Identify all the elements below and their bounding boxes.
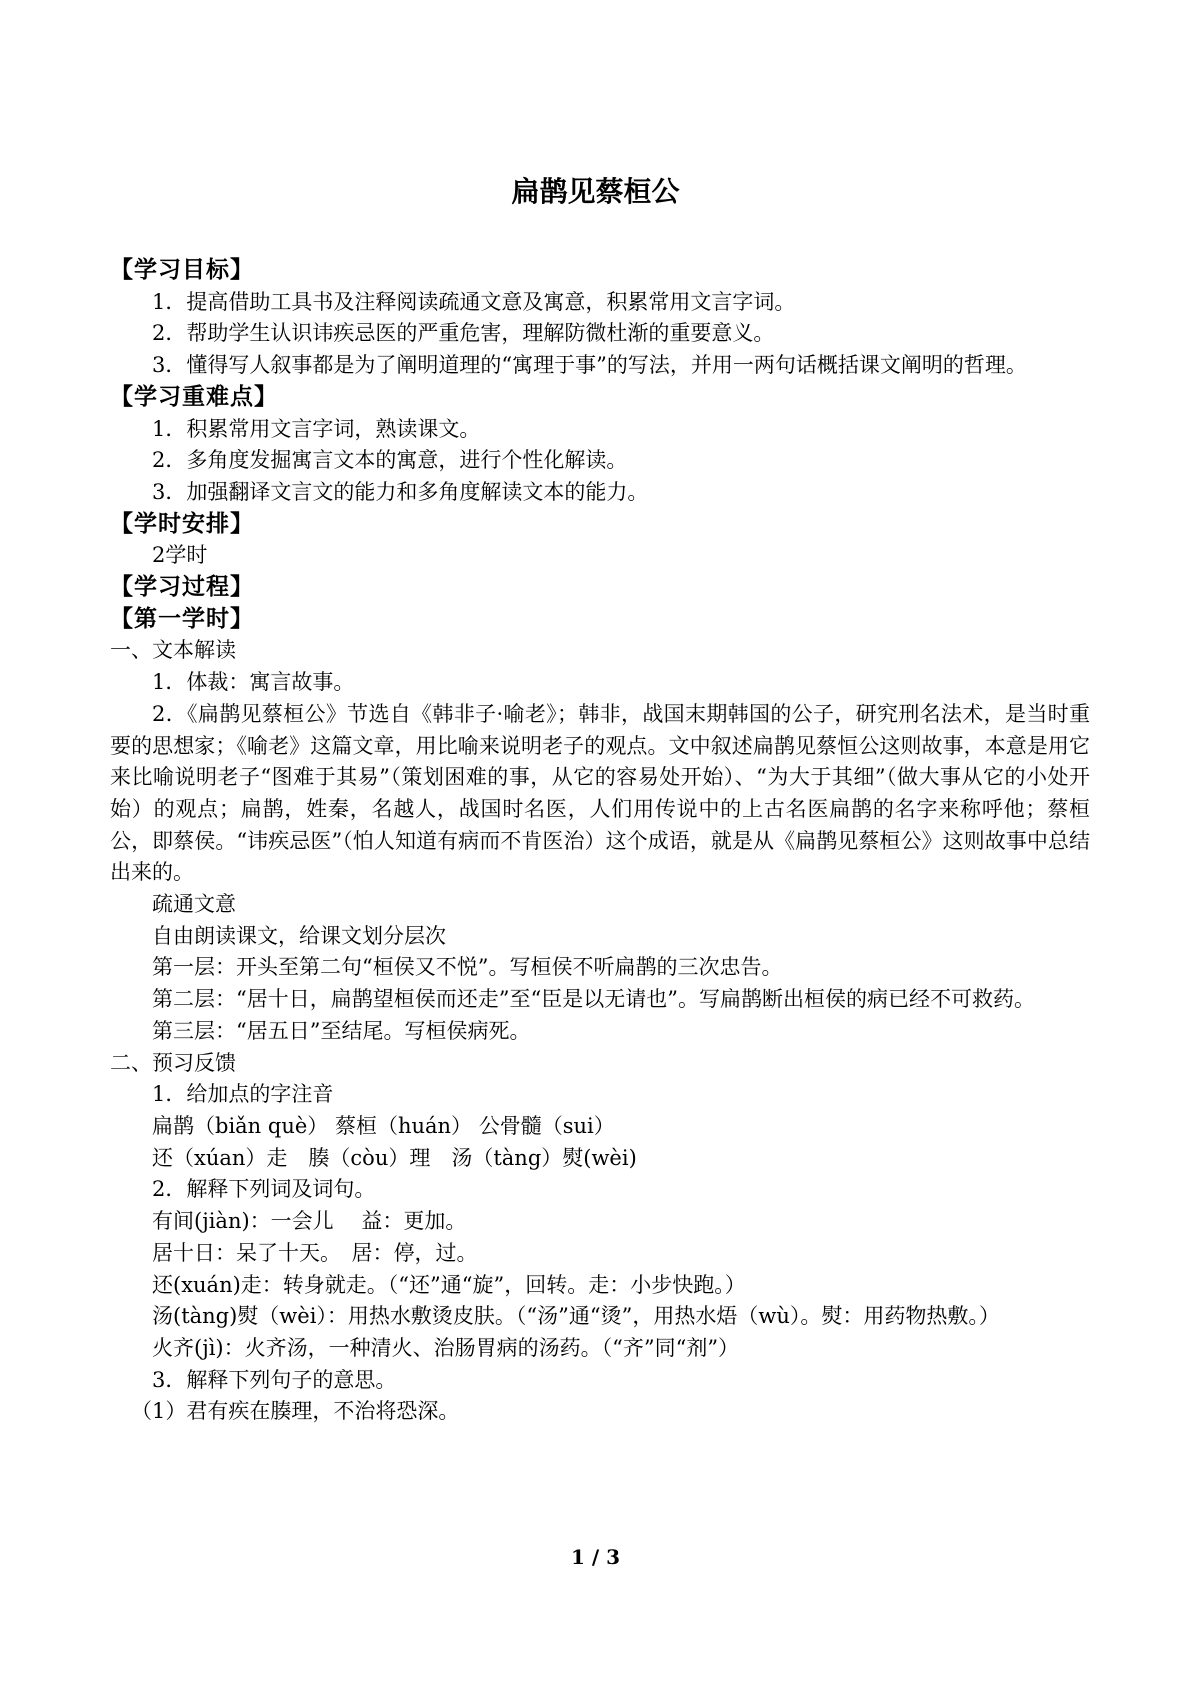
- paragraph-line: 汤(tàng)熨（wèi）：用热水敷烫皮肤。（“汤”通“烫”，用热水焐（wù）。熨：用药物热敷。）: [152, 1304, 1000, 1329]
- paragraph-line: 第一层：开头至第二句“桓侯又不悦”。写桓侯不听扁鹊的三次忠告。: [152, 955, 783, 980]
- paragraph-line: 2．《扁鹊见蔡桓公》节选自《韩非子·喻老》；韩非，战国末期韩国的公子，研究刑名法术，是当时重要的思想家；《喻老》这篇文章，用比喻来说明老子的观点。文中叙述扁鹊见蔡恒公这则故事，本意是用它来比喻说明老子“图难于其易”（策划困难的事，从它的容易处开始）、“为大于其细”（做大事从它的小处开始）的观点；扁鹊，姓秦，名越人，战国时名医，人们用传说中的上古名医扁鹊的名字来称呼他；蔡桓公，即蔡侯。“讳疾忌医”（怕人知道有病而不肯医治）这个成语，就是从《扁鹊见蔡桓公》这则故事中总结出来的。: [110, 701, 1090, 885]
- paragraph-line: 扁鹊（biǎn què） 蔡桓（huán） 公骨髓（sui）: [152, 1113, 615, 1138]
- document-title: 扁鹊见蔡桓公: [511, 175, 680, 208]
- paragraph-line: 1．提高借助工具书及注释阅读疏通文意及寓意，积累常用文言字词。: [152, 289, 796, 314]
- paragraph-line: 1．积累常用文言字词，熟读课文。: [152, 416, 481, 441]
- paragraph-line: 第二层：“居十日，扁鹊望桓侯而还走”至“臣是以无请也”。写扁鹊断出桓侯的病已经不可救药。: [152, 987, 1035, 1012]
- paragraph-line: 自由朗读课文，给课文划分层次: [152, 923, 446, 948]
- paragraph-line: 2．多角度发掘寓言文本的寓意，进行个性化解读。: [152, 448, 628, 473]
- paragraph-line: 2学时: [152, 543, 208, 568]
- paragraph-line: 3．加强翻译文言文的能力和多角度解读文本的能力。: [152, 479, 649, 504]
- section-heading: 【学习过程】: [110, 574, 254, 601]
- paragraph-line: 2．解释下列词及词句。: [152, 1177, 376, 1202]
- paragraph-line: 还（xúan）走 腠（còu）理 汤（tàng）熨(wèi): [152, 1145, 637, 1170]
- paragraph-line: 疏通文意: [152, 892, 236, 917]
- paragraph-line: 1．体裁：寓言故事。: [152, 670, 355, 695]
- section-heading: 【学习重难点】: [110, 383, 278, 410]
- section-heading: 【学时安排】: [110, 510, 254, 537]
- paragraph-line: 一、文本解读: [110, 638, 236, 663]
- paragraph-line: 1．给加点的字注音: [152, 1082, 334, 1107]
- paragraph-line: （1）君有疾在腠理，不治将恐深。: [131, 1399, 460, 1424]
- paragraph-line: 第三层：“居五日”至结尾。写桓侯病死。: [152, 1018, 531, 1043]
- paragraph-line: 3．懂得写人叙事都是为了阐明道理的“寓理于事”的写法，并用一两句话概括课文阐明的哲理。: [152, 353, 1027, 378]
- paragraph-line: 还(xuán)走：转身就走。（“还”通“旋”，回转。走：小步快跑。）: [152, 1272, 746, 1297]
- document-body: [110, 255, 1090, 1428]
- paragraph-line: 有间(jiàn)：一会儿 益：更加。: [152, 1209, 467, 1234]
- paragraph-line: 2．帮助学生认识讳疾忌医的严重危害，理解防微杜渐的重要意义。: [152, 321, 775, 346]
- section-heading: 【学习目标】: [110, 257, 254, 283]
- section-heading: 【第一学时】: [110, 605, 254, 632]
- paragraph-line: 二、预习反馈: [110, 1050, 236, 1075]
- paragraph-line: 火齐(jì)：火齐汤，一种清火、治肠胃病的汤药。（“齐”同“剂”）: [152, 1335, 740, 1360]
- paragraph-line: 3．解释下列句子的意思。: [152, 1367, 397, 1392]
- paragraph-line: 居十日：呆了十天。 居：停，过。: [152, 1240, 478, 1265]
- page-number: 1 / 3: [570, 1545, 621, 1569]
